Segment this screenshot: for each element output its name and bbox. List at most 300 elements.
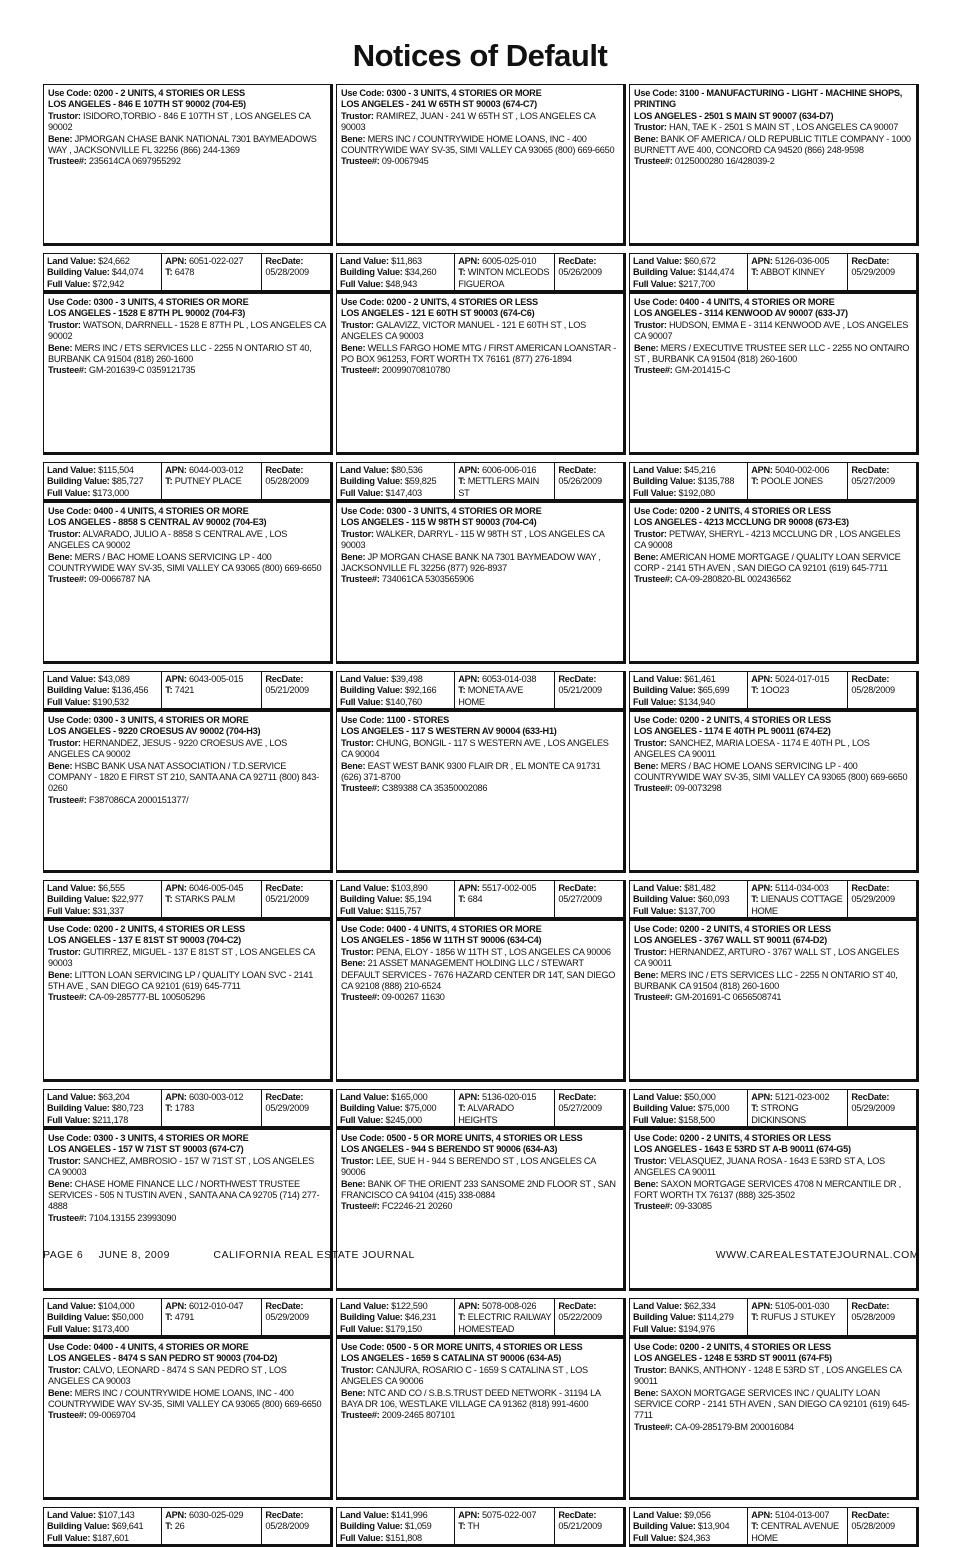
tract-value: TH — [467, 1521, 480, 1532]
trustee-value: F387086CA 2000151377/ — [88, 794, 189, 805]
value-table — [43, 462, 333, 502]
trustor-label: Trustor: — [634, 319, 667, 330]
property-address: LOS ANGELES - 121 E 60TH ST 90003 (674-C6) — [341, 308, 535, 319]
building-value: $59,825 — [404, 476, 437, 487]
notice-column — [629, 84, 919, 1547]
building-value-label: Building Value: — [633, 685, 696, 696]
trustor-label: Trustor: — [634, 528, 667, 539]
trustee-value: 09-0067945 — [381, 156, 429, 167]
recdate-cell — [261, 1299, 330, 1335]
apn-cell — [747, 254, 847, 290]
use-code: Use Code: 0400 - 4 UNITS, 4 STORIES OR MORE — [48, 1342, 249, 1352]
value-cell — [44, 1508, 161, 1544]
bene-label: Bene: — [341, 760, 366, 771]
land-value: $39,498 — [391, 674, 423, 684]
apn-value: 5517-002-005 — [482, 883, 537, 893]
value-cell — [630, 254, 747, 290]
land-value-label: Land Value: — [340, 1092, 389, 1102]
trustor-value: GUTIRREZ, MIGUEL - 137 E 81ST ST , LOS ANGELES CA 90003 — [48, 946, 315, 969]
apn-label: APN: — [458, 883, 480, 893]
tract-value: 6478 — [174, 267, 195, 278]
tract-label: T: — [751, 1521, 759, 1532]
trustor-label: Trustor: — [48, 737, 81, 748]
bene-value: BANK OF THE ORIENT 233 SANSOME 2ND FLOOR ST , SAN FRANCISCO CA 94104 (415) 338-0884 — [341, 1178, 616, 1201]
bene-label: Bene: — [48, 551, 73, 562]
building-value: $13,904 — [697, 1521, 730, 1532]
full-value: $134,940 — [678, 696, 715, 707]
land-value-label: Land Value: — [47, 465, 96, 475]
bene-label: Bene: — [634, 1178, 659, 1189]
bene-label: Bene: — [634, 760, 659, 771]
use-code: Use Code: 0200 - 2 UNITS, 4 STORIES OR LESS — [634, 506, 831, 516]
recdate-value: 05/28/2009 — [265, 267, 309, 278]
trustor-line — [634, 122, 912, 133]
value-table — [43, 1507, 333, 1547]
trustee-label: Trustee#: — [48, 992, 87, 1003]
notice-entry — [629, 84, 919, 246]
recdate-value: 05/29/2009 — [851, 267, 895, 278]
recdate-cell — [847, 672, 916, 708]
recdate-value: 05/27/2009 — [558, 894, 602, 905]
full-value-label: Full Value: — [633, 487, 677, 498]
full-value-label: Full Value: — [633, 1323, 677, 1334]
tract-value: 4791 — [174, 1312, 195, 1323]
full-value-label: Full Value: — [47, 696, 91, 707]
recdate-label: RecDate: — [265, 256, 304, 266]
land-value-label: Land Value: — [47, 1510, 96, 1520]
bene-label: Bene: — [48, 1178, 73, 1189]
trustor-label: Trustor: — [48, 110, 81, 121]
value-cell — [44, 1299, 161, 1335]
recdate-label: RecDate: — [265, 465, 304, 475]
tract-label: T: — [165, 685, 173, 696]
apn-cell — [747, 1508, 847, 1544]
bene-line — [341, 1388, 619, 1411]
building-value-label: Building Value: — [47, 476, 110, 487]
bene-line — [634, 343, 912, 366]
apn-label: APN: — [165, 1092, 187, 1102]
tract-value: CENTRAL AVENUE HOME — [751, 1521, 839, 1543]
bene-value: SAXON MORTGAGE SERVICES 4708 N MERCANTILE DR , FORT WORTH TX 76137 (888) 325-3502 — [634, 1178, 901, 1201]
use-code: Use Code: 0300 - 3 UNITS, 4 STORIES OR MORE — [341, 88, 542, 98]
bene-line — [341, 134, 619, 157]
trustee-value: CA-09-285179-BM 200016084 — [674, 1421, 794, 1432]
trustee-line — [341, 1410, 619, 1421]
trustee-line — [48, 574, 326, 585]
recdate-value: 05/26/2009 — [558, 267, 602, 278]
bene-label: Bene: — [341, 1178, 366, 1189]
land-value: $43,089 — [98, 674, 130, 684]
building-value-label: Building Value: — [633, 894, 696, 905]
bene-value: MERS INC / ETS SERVICES LLC - 2255 N ONTARIO ST 40, BURBANK CA 91504 (818) 260-1600 — [48, 342, 312, 365]
building-value: $144,474 — [697, 267, 735, 278]
bene-line — [634, 552, 912, 575]
use-code: Use Code: 1100 - STORES — [341, 715, 449, 725]
value-table — [629, 671, 919, 711]
full-value: $194,976 — [678, 1323, 715, 1334]
tract-label: T: — [751, 267, 759, 278]
land-value: $61,461 — [684, 674, 716, 684]
bene-label: Bene: — [48, 342, 73, 353]
full-value-label: Full Value: — [47, 905, 91, 916]
building-value-label: Building Value: — [340, 1103, 403, 1114]
land-value-label: Land Value: — [47, 1301, 96, 1311]
trustor-line — [341, 111, 619, 134]
value-cell — [337, 1508, 454, 1544]
bene-line — [341, 761, 619, 784]
land-value-label: Land Value: — [340, 256, 389, 266]
trustor-line — [634, 320, 912, 343]
trustor-line — [48, 529, 326, 552]
use-code: Use Code: 0200 - 2 UNITS, 4 STORIES OR LESS — [341, 297, 538, 307]
trustor-value: WATSON, DARRNELL - 1528 E 87TH PL , LOS ANGELES CA 90002 — [48, 319, 326, 342]
trustee-value: 235614CA 0697955292 — [88, 156, 181, 167]
recdate-value: 05/28/2009 — [265, 1521, 309, 1532]
trustor-line — [634, 529, 912, 552]
trustee-line — [634, 365, 912, 376]
building-value-label: Building Value: — [340, 894, 403, 905]
apn-cell — [454, 1508, 554, 1544]
trustee-label: Trustee#: — [48, 365, 87, 376]
trustee-line — [48, 156, 326, 167]
recdate-value: 05/22/2009 — [558, 1312, 602, 1323]
bene-value: NTC AND CO / S.B.S.TRUST DEED NETWORK - 31194 LA BAYA DR 106, WESTLAKE VILLAGE CA 91362 (818) 991-4600 — [341, 1387, 601, 1410]
trustor-value: CALVO, LEONARD - 8474 S SAN PEDRO ST , LOS ANGELES CA 90003 — [48, 1364, 287, 1387]
apn-cell — [747, 1299, 847, 1335]
value-cell — [630, 1090, 747, 1126]
trustee-line — [48, 795, 326, 806]
apn-label: APN: — [751, 674, 773, 684]
apn-value: 6012-010-047 — [189, 1301, 244, 1311]
land-value: $24,662 — [98, 256, 130, 266]
land-value-label: Land Value: — [633, 674, 682, 684]
recdate-cell — [554, 881, 623, 917]
bene-label: Bene: — [341, 551, 366, 562]
recdate-label: RecDate: — [265, 1301, 304, 1311]
value-cell — [630, 463, 747, 499]
tract-label: T: — [165, 1521, 173, 1532]
recdate-cell — [261, 463, 330, 499]
tract-label: T: — [165, 894, 173, 905]
building-value: $114,279 — [697, 1312, 734, 1323]
value-table — [629, 1507, 919, 1547]
recdate-label: RecDate: — [851, 674, 890, 684]
trustee-label: Trustee#: — [634, 156, 673, 167]
trustee-label: Trustee#: — [341, 783, 380, 794]
property-address: LOS ANGELES - 3767 WALL ST 90011 (674-D2) — [634, 935, 827, 946]
property-address: LOS ANGELES - 1659 S CATALINA ST 90006 (634-A5) — [341, 1353, 562, 1364]
apn-cell — [454, 881, 554, 917]
land-value: $107,143 — [98, 1510, 135, 1520]
tract-value: 7421 — [174, 685, 195, 696]
recdate-label: RecDate: — [558, 883, 597, 893]
apn-value: 5126-036-005 — [775, 256, 830, 266]
building-value-label: Building Value: — [47, 894, 110, 905]
apn-cell — [161, 254, 261, 290]
building-value: $80,723 — [111, 1103, 144, 1114]
value-table — [336, 462, 626, 502]
trustor-label: Trustor: — [341, 737, 374, 748]
trustor-label: Trustor: — [634, 1155, 667, 1166]
trustor-value: HAN, TAE K - 2501 S MAIN ST , LOS ANGELES CA 90007 — [669, 122, 899, 133]
notice-entry — [336, 1129, 626, 1291]
land-value: $50,000 — [684, 1092, 716, 1102]
land-value: $80,536 — [391, 465, 423, 475]
tract-label: T: — [458, 1521, 466, 1532]
trustor-label: Trustor: — [634, 122, 667, 133]
bene-value: MERS / EXECUTIVE TRUSTEE SER LLC - 2255 NO ONTAIRO ST , BURBANK CA 91504 (818) 260-1600 — [634, 342, 910, 365]
trustor-value: HERNANDEZ, ARTURO - 3767 WALL ST , LOS ANGELES CA 90011 — [634, 946, 900, 969]
apn-cell — [454, 463, 554, 499]
apn-label: APN: — [458, 1510, 480, 1520]
land-value-label: Land Value: — [340, 1510, 389, 1520]
bene-line — [634, 970, 912, 993]
notice-entry — [43, 1338, 333, 1500]
recdate-label: RecDate: — [558, 1301, 597, 1311]
bene-label: Bene: — [634, 969, 659, 980]
property-address: LOS ANGELES - 4213 MCCLUNG DR 90008 (673-E3) — [634, 517, 849, 528]
building-value-label: Building Value: — [340, 1521, 403, 1532]
bene-value: JPMORGAN CHASE BANK NATIONAL 7301 BAYMEADOWS WAY , JACKSONVILLE FL 32256 (866) 244-1369 — [48, 133, 317, 156]
value-cell — [44, 254, 161, 290]
full-value-label: Full Value: — [340, 487, 384, 498]
trustor-label: Trustor: — [341, 528, 374, 539]
building-value: $44,074 — [111, 267, 144, 278]
property-address: LOS ANGELES - 8858 S CENTRAL AV 90002 (704-E3) — [48, 517, 267, 528]
bene-label: Bene: — [634, 133, 659, 144]
tract-value: ABBOT KINNEY — [760, 267, 825, 278]
recdate-label: RecDate: — [851, 1092, 890, 1102]
trustor-value: SANCHEZ, MARIA LOESA - 1174 E 40TH PL , LOS ANGELES CA 90011 — [634, 737, 870, 760]
building-value: $75,000 — [697, 1103, 730, 1114]
tract-label: T: — [751, 894, 759, 905]
building-value: $69,641 — [111, 1521, 144, 1532]
land-value-label: Land Value: — [633, 1510, 682, 1520]
bene-line — [341, 958, 619, 992]
apn-label: APN: — [165, 1301, 187, 1311]
trustor-value: CHUNG, BONGIL - 117 S WESTERN AVE , LOS ANGELES CA 90004 — [341, 737, 609, 760]
full-value: $187,601 — [92, 1532, 129, 1543]
recdate-value: 05/29/2009 — [851, 1103, 895, 1114]
full-value: $173,400 — [92, 1323, 129, 1334]
trustee-line — [341, 365, 619, 376]
apn-label: APN: — [458, 674, 480, 684]
apn-cell — [161, 1508, 261, 1544]
use-code: Use Code: 0500 - 5 OR MORE UNITS, 4 STORIES OR LESS — [341, 1342, 583, 1352]
trustee-line — [634, 1201, 912, 1212]
value-table — [336, 880, 626, 920]
apn-cell — [454, 254, 554, 290]
apn-label: APN: — [165, 465, 187, 475]
bene-line — [48, 1179, 326, 1213]
property-address: LOS ANGELES - 8474 S SAN PEDRO ST 90003 (704-D2) — [48, 1353, 278, 1364]
tract-label: T: — [458, 894, 466, 905]
bene-label: Bene: — [48, 969, 73, 980]
trustee-line — [341, 992, 619, 1003]
recdate-cell — [261, 881, 330, 917]
notice-entry — [336, 84, 626, 246]
value-cell — [630, 1508, 747, 1544]
bene-value: AMERICAN HOME MORTGAGE / QUALITY LOAN SERVICE CORP - 2141 5TH AVEN , SAN DIEGO CA 92101 (619) 645-7711 — [634, 551, 901, 574]
recdate-cell — [847, 881, 916, 917]
full-value-label: Full Value: — [340, 278, 384, 289]
recdate-cell — [847, 1299, 916, 1335]
recdate-label: RecDate: — [558, 256, 597, 266]
trustee-value: 2009-2465 807101 — [381, 1410, 456, 1421]
trustee-line — [48, 1213, 326, 1224]
value-table — [336, 671, 626, 711]
trustor-value: ALVARADO, JULIO A - 8858 S CENTRAL AVE , LOS ANGELES CA 90002 — [48, 528, 288, 551]
use-code: Use Code: 0200 - 2 UNITS, 4 STORIES OR LESS — [634, 1133, 831, 1143]
land-value: $115,504 — [98, 465, 134, 475]
full-value-label: Full Value: — [340, 905, 384, 916]
full-value-label: Full Value: — [340, 1114, 384, 1125]
trustee-value: 734061CA 5303565906 — [381, 574, 474, 585]
recdate-cell — [261, 1090, 330, 1126]
apn-value: 6044-003-012 — [189, 465, 244, 475]
trustee-line — [48, 992, 326, 1003]
use-code: Use Code: 0200 - 2 UNITS, 4 STORIES OR LESS — [634, 715, 831, 725]
trustee-line — [48, 1410, 326, 1421]
property-address: LOS ANGELES - 157 W 71ST ST 90003 (674-C7) — [48, 1144, 244, 1155]
use-code: Use Code: 0200 - 2 UNITS, 4 STORIES OR LESS — [634, 1342, 831, 1352]
full-value: $31,337 — [92, 905, 124, 916]
apn-value: 5105-001-030 — [775, 1301, 830, 1311]
tract-label: T: — [458, 1103, 466, 1114]
trustee-line — [634, 574, 912, 585]
page-title: Notices of Default — [352, 38, 608, 73]
apn-value: 5024-017-015 — [775, 674, 830, 684]
tract-value: 684 — [467, 894, 483, 905]
trustor-label: Trustor: — [48, 528, 81, 539]
apn-label: APN: — [165, 674, 187, 684]
recdate-cell — [847, 1508, 916, 1544]
bene-label: Bene: — [48, 133, 73, 144]
property-address: LOS ANGELES - 1856 W 11TH ST 90006 (634-C4) — [341, 935, 542, 946]
building-value-label: Building Value: — [340, 685, 403, 696]
recdate-value: 05/29/2009 — [265, 1312, 309, 1323]
tract-label: T: — [458, 1312, 466, 1323]
land-value-label: Land Value: — [633, 465, 682, 475]
notice-entry — [629, 920, 919, 1082]
use-code: Use Code: 0300 - 3 UNITS, 4 STORIES OR MORE — [48, 1133, 249, 1143]
apn-value: 6046-005-045 — [189, 883, 244, 893]
building-value: $136,456 — [111, 685, 149, 696]
use-code: Use Code: 0300 - 3 UNITS, 4 STORIES OR MORE — [48, 715, 249, 725]
full-value-label: Full Value: — [340, 696, 384, 707]
building-value: $85,727 — [111, 476, 144, 487]
bene-value: LITTON LOAN SERVICING LP / QUALITY LOAN SVC - 2141 5TH AVE , SAN DIEGO CA 92101 (619) 645-7711 — [48, 969, 314, 992]
trustor-label: Trustor: — [341, 946, 374, 957]
recdate-value: 05/21/2009 — [558, 685, 602, 696]
apn-cell — [161, 463, 261, 499]
bene-line — [634, 761, 912, 784]
value-cell — [630, 672, 747, 708]
trustee-value: GM-201639-C 0359121735 — [88, 365, 196, 376]
trustee-label: Trustee#: — [634, 1421, 673, 1432]
value-table — [336, 1089, 626, 1129]
trustee-line — [634, 156, 912, 167]
notice-entry — [43, 711, 333, 873]
recdate-label: RecDate: — [265, 674, 304, 684]
notice-entry — [336, 711, 626, 873]
full-value: $72,942 — [92, 278, 124, 289]
full-value-label: Full Value: — [633, 1532, 677, 1543]
building-value-label: Building Value: — [47, 1103, 110, 1114]
building-value-label: Building Value: — [633, 1521, 696, 1532]
apn-value: 5114-034-003 — [775, 883, 829, 893]
trustee-value: CA-09-280820-BL 002436562 — [674, 574, 791, 585]
value-table — [43, 880, 333, 920]
land-value-label: Land Value: — [47, 883, 96, 893]
trustor-line — [48, 111, 326, 134]
recdate-value: 05/27/2009 — [851, 476, 895, 487]
land-value: $122,590 — [391, 1301, 428, 1311]
notice-entry — [629, 711, 919, 873]
recdate-value: 05/26/2009 — [558, 476, 602, 487]
land-value: $6,555 — [98, 883, 125, 893]
bene-label: Bene: — [341, 958, 366, 969]
trustor-line — [341, 1156, 619, 1179]
recdate-cell — [847, 1090, 916, 1126]
use-code: Use Code: 0200 - 2 UNITS, 4 STORIES OR LESS — [48, 88, 245, 98]
building-value-label: Building Value: — [340, 267, 403, 278]
tract-value: ALVARADO HEIGHTS — [458, 1103, 514, 1125]
trustee-label: Trustee#: — [48, 794, 87, 805]
recdate-cell — [847, 254, 916, 290]
value-cell — [44, 881, 161, 917]
apn-value: 5078-008-026 — [482, 1301, 537, 1311]
trustor-label: Trustor: — [341, 1155, 374, 1166]
recdate-value: 05/29/2009 — [851, 894, 895, 905]
trustor-line — [634, 738, 912, 761]
building-value-label: Building Value: — [633, 1103, 696, 1114]
trustee-label: Trustee#: — [634, 1201, 673, 1212]
bene-label: Bene: — [634, 342, 659, 353]
trustor-value: VELASQUEZ, JUANA ROSA - 1643 E 53RD ST A, LOS ANGELES CA 90011 — [634, 1155, 885, 1178]
building-value: $75,000 — [404, 1103, 437, 1114]
value-cell — [44, 672, 161, 708]
trustor-value: GALAVIZZ, VICTOR MANUEL - 121 E 60TH ST , LOS ANGELES CA 90003 — [341, 319, 587, 342]
tract-value: STARKS PALM — [174, 894, 235, 905]
apn-value: 6006-006-016 — [482, 465, 537, 475]
building-value: $65,699 — [697, 685, 730, 696]
apn-value: 6005-025-010 — [482, 256, 537, 266]
recdate-value: 05/28/2009 — [265, 476, 309, 487]
trustor-label: Trustor: — [341, 110, 374, 121]
land-value: $141,996 — [391, 1510, 428, 1520]
value-table — [629, 1298, 919, 1338]
trustor-value: RAMIREZ, JUAN - 241 W 65TH ST , LOS ANGELES CA 90003 — [341, 110, 596, 133]
property-address: LOS ANGELES - 2501 S MAIN ST 90007 (634-D7) — [634, 110, 834, 121]
tract-label: T: — [458, 476, 466, 487]
recdate-cell — [554, 1299, 623, 1335]
bene-line — [48, 552, 326, 575]
property-address: LOS ANGELES - 9220 CROESUS AV 90002 (704-H3) — [48, 726, 261, 737]
notice-entry — [43, 293, 333, 455]
recdate-cell — [554, 1090, 623, 1126]
apn-label: APN: — [165, 256, 187, 266]
apn-cell — [454, 1299, 554, 1335]
property-address: LOS ANGELES - 1643 E 53RD ST A-B 90011 (674-G5) — [634, 1144, 851, 1155]
value-table — [43, 671, 333, 711]
trustor-line — [48, 947, 326, 970]
bene-value: SAXON MORTGAGE SERVICES INC / QUALITY LOAN SERVICE CORP - 2141 5TH AVEN , SAN DIEGO CA 92101 (619) 645-7711 — [634, 1387, 910, 1421]
trustee-value: 09-0069704 — [88, 1410, 136, 1421]
property-address: LOS ANGELES - 1528 E 87TH PL 90002 (704-F3) — [48, 308, 246, 319]
bene-line — [634, 1388, 912, 1422]
land-value-label: Land Value: — [47, 256, 96, 266]
